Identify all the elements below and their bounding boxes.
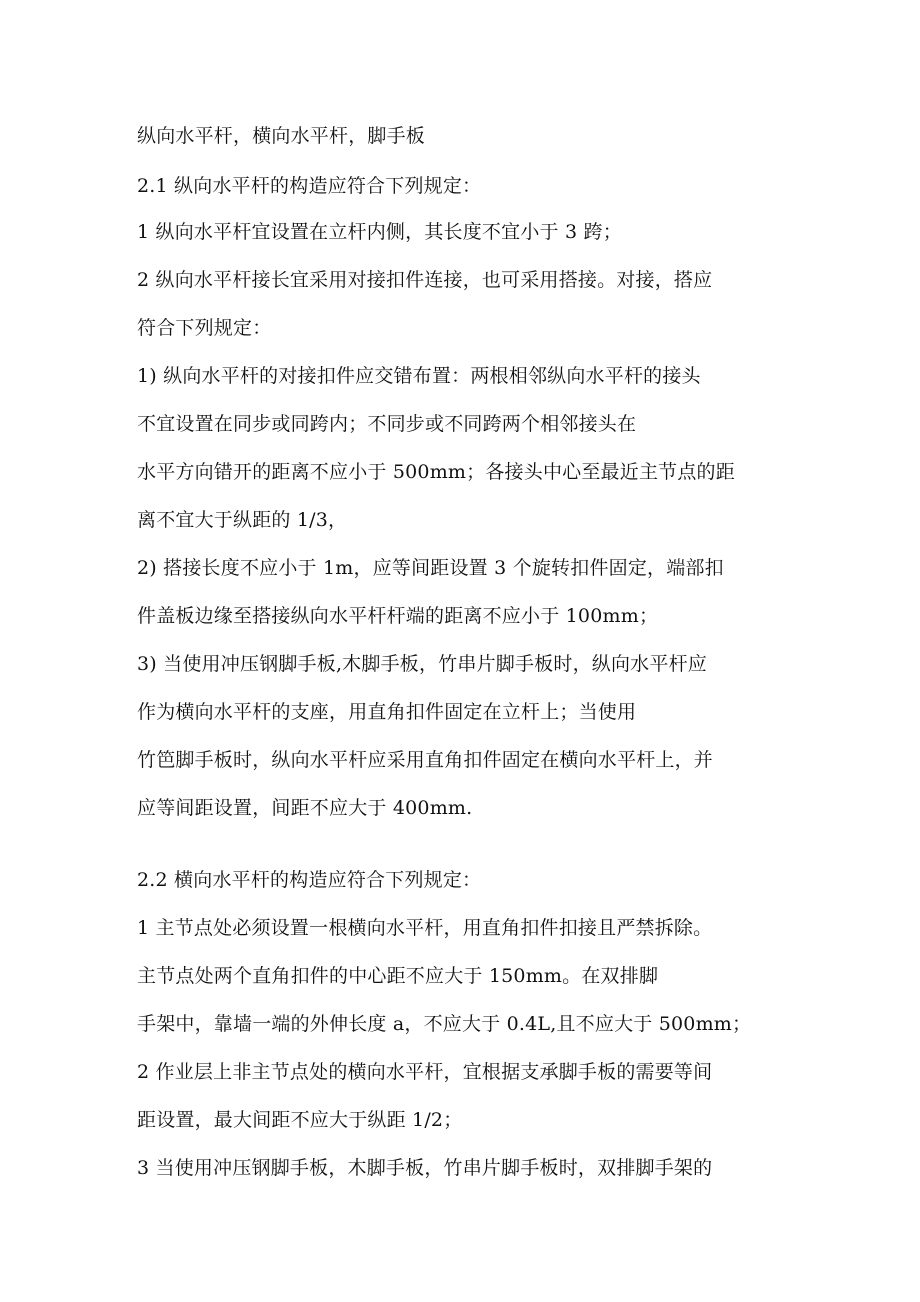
text-line: 主节点处两个直角扣件的中心距不应大于 150mm。在双排脚 bbox=[137, 965, 659, 987]
text-line: 符合下列规定： bbox=[137, 317, 272, 339]
subsection-heading-2-1: 2.1 纵向水平杆的构造应符合下列规定： bbox=[137, 175, 482, 197]
text-line: 3) 当使用冲压钢脚手板,木脚手板，竹串片脚手板时，纵向水平杆应 bbox=[137, 653, 707, 675]
text-line: 2 作业层上非主节点处的横向水平杆，宜根据支承脚手板的需要等间 bbox=[137, 1061, 713, 1083]
text-line: 1 纵向水平杆宜设置在立杆内侧，其长度不宜小于 3 跨； bbox=[137, 221, 622, 243]
text-line: 水平方向错开的距离不应小于 500mm；各接头中心至最近主节点的距 bbox=[137, 461, 735, 483]
text-line: 1 主节点处必须设置一根横向水平杆，用直角扣件扣接且严禁拆除。 bbox=[137, 917, 713, 939]
text-line: 竹笆脚手板时，纵向水平杆应采用直角扣件固定在横向水平杆上，并 bbox=[137, 749, 714, 771]
text-line: 2 纵向水平杆接长宜采用对接扣件连接，也可采用搭接。对接，搭应 bbox=[137, 269, 713, 291]
text-line: 2) 搭接长度不应小于 1m，应等间距设置 3 个旋转扣件固定，端部扣 bbox=[137, 557, 724, 579]
text-line: 1) 纵向水平杆的对接扣件应交错布置：两根相邻纵向水平杆的接头 bbox=[137, 365, 701, 387]
text-line: 应等间距设置，间距不应大于 400mm. bbox=[137, 797, 473, 819]
text-line: 离不宜大于纵距的 1/3， bbox=[137, 509, 348, 531]
section-heading: 纵向水平杆，横向水平杆，脚手板 bbox=[137, 125, 426, 147]
text-line: 手架中，靠墙一端的外伸长度 a，不应大于 0.4L,且不应大于 500mm； bbox=[137, 1013, 752, 1035]
text-line: 不宜设置在同步或同跨内；不同步或不同跨两个相邻接头在 bbox=[137, 413, 637, 435]
subsection-heading-2-2: 2.2 横向水平杆的构造应符合下列规定： bbox=[137, 869, 482, 891]
text-line: 3 当使用冲压钢脚手板，木脚手板，竹串片脚手板时，双排脚手架的 bbox=[137, 1157, 713, 1179]
text-line: 件盖板边缘至搭接纵向水平杆杆端的距离不应小于 100mm； bbox=[137, 605, 659, 627]
text-line: 作为横向水平杆的支座，用直角扣件固定在立杆上；当使用 bbox=[137, 701, 637, 723]
text-line: 距设置，最大间距不应大于纵距 1/2； bbox=[137, 1109, 463, 1131]
